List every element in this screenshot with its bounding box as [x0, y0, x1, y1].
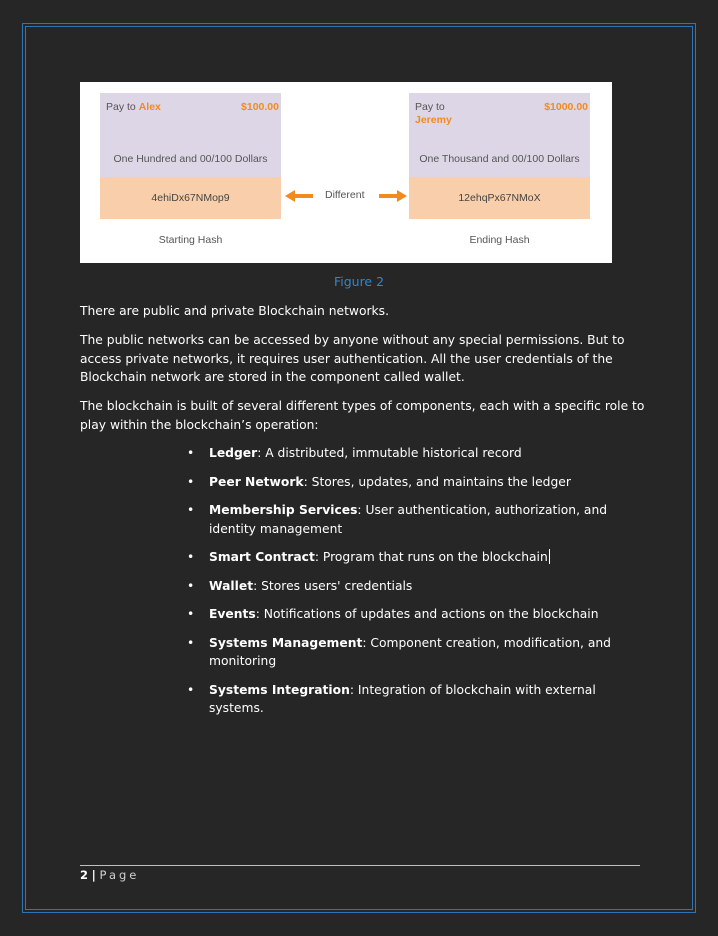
paragraph-2: The public networks can be accessed by anyone without any special permissions. But to access private networks, it requires user authentication. All the user credentials of the Blockchain network are stored in the component called wallet.: [80, 333, 625, 384]
list-item-term: Systems Integration: [209, 682, 350, 697]
list-item-desc: : Integration of blockchain with external systems.: [209, 682, 596, 715]
list-item-desc: : User authentication, authorization, and identity management: [209, 503, 608, 536]
bullet-icon: •: [187, 578, 195, 593]
left-pay-to-label: Pay to: [106, 101, 136, 113]
list-item: [187, 605, 637, 624]
paragraph-3: The blockchain is built of several different types of components, each with a specific role to play within the blockchain’s operation:: [80, 399, 645, 432]
left-payee: Alex: [138, 101, 161, 113]
list-item: [187, 444, 637, 463]
list-item: [187, 681, 637, 718]
left-cheque: [100, 93, 281, 177]
footer-separator: |: [91, 868, 96, 882]
right-hash: 12ehqPx67NMoX: [409, 177, 590, 219]
list-item-desc: : Component creation, modification, and monitoring: [209, 635, 611, 668]
arrow-right-icon: [377, 189, 407, 203]
bullet-icon: •: [187, 550, 195, 564]
list-item-term: Membership Services: [209, 503, 358, 517]
bullet-icon: •: [187, 446, 195, 460]
bullet-icon: •: [187, 607, 195, 621]
right-amount-words: One Thousand and 00/100 Dollars: [419, 153, 580, 165]
list-item: [187, 501, 637, 538]
figure-hash-diagram: [80, 82, 612, 263]
page-number: 2: [80, 868, 89, 882]
figure-caption: Figure 2: [333, 274, 385, 289]
right-pay-to-label: Pay to: [415, 101, 445, 113]
list-item-desc: : Stores users' credentials: [253, 578, 413, 593]
right-pay-to: [415, 101, 452, 127]
arrow-left-icon: [285, 189, 315, 203]
bullet-icon: •: [187, 474, 195, 489]
right-amount: $1000.00: [544, 101, 588, 113]
bullet-icon: •: [187, 503, 195, 517]
page-footer: [80, 868, 139, 882]
left-amount-words: One Hundred and 00/100 Dollars: [113, 153, 268, 165]
list-item-term: Smart Contract: [209, 550, 315, 564]
list-item: [187, 473, 637, 492]
list-item-term: Ledger: [209, 446, 258, 460]
right-hash-caption: Ending Hash: [469, 234, 530, 246]
right-payee: Jeremy: [415, 114, 452, 126]
components-list: [187, 444, 637, 728]
list-item-term: Wallet: [209, 578, 254, 593]
list-item-desc: : Program that runs on the blockchain: [314, 550, 548, 564]
list-item-desc: : Notifications of updates and actions on the blockchain: [255, 607, 599, 621]
bullet-icon: •: [187, 682, 195, 697]
left-hash: 4ehiDx67NMop9: [100, 177, 281, 219]
list-item-term: Systems Management: [209, 635, 363, 650]
list-item: [187, 548, 637, 567]
page-label: Page: [99, 868, 140, 882]
right-cheque: [409, 93, 590, 177]
left-hash-caption: Starting Hash: [158, 234, 223, 246]
footer-divider: [80, 865, 640, 866]
different-label: Different: [325, 189, 365, 201]
text-cursor: [549, 549, 550, 564]
list-item-term: Events: [209, 607, 256, 621]
list-item-desc: : Stores, updates, and maintains the ledger: [303, 474, 571, 489]
list-item: [187, 634, 637, 671]
list-item-term: Peer Network: [209, 474, 304, 489]
paragraph-1: There are public and private Blockchain networks.: [80, 304, 389, 318]
list-item: [187, 577, 637, 596]
left-amount: $100.00: [241, 101, 279, 113]
left-pay-to: [106, 101, 161, 114]
bullet-icon: •: [187, 635, 195, 650]
list-item-desc: : A distributed, immutable historical record: [257, 446, 522, 460]
